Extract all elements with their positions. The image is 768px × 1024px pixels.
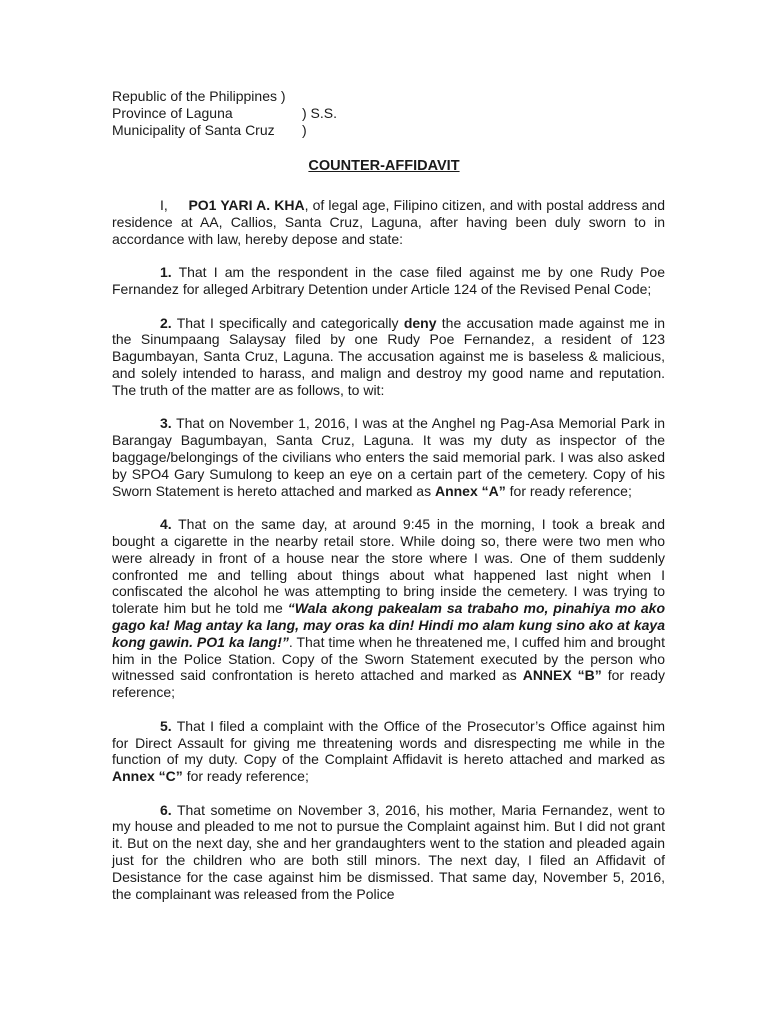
paragraph-3: [112, 415, 665, 499]
paragraph-text: for ready reference;: [509, 482, 632, 499]
paragraph-text: the accusation made against me in the Sinumpaang Salaysay filed by one Rudy Poe Fernandez, a resident of 123 Bagumbayan, Santa Cruz, Laguna. The accusation against me is baseless & malicious, and solely intended to harass, and malign and destroy my good name and reputation. The truth of the matter are as follows, to wit:: [112, 314, 666, 398]
paragraph-1: [112, 264, 665, 298]
quoted-threat: “Wala akong pakealam sa trabaho mo, pinahiya mo ako gago ka! Mag antay ka lang, may oras ka din! Hindi mo alam kung sino ako at kaya kong gawin. PO1 ka lang!”: [112, 600, 666, 650]
paragraph-2: [112, 315, 665, 399]
paragraph-text: That I specifically and categorically: [176, 314, 399, 331]
intro-i: I,: [160, 197, 168, 213]
affiant-name: PO1 YARI A. KHA: [188, 197, 305, 213]
paragraph-5: [112, 718, 665, 785]
paragraph-text: That I am the respondent in the case filed against me by one Rudy Poe Fernandez for alleged Arbitrary Detention under Article 124 of the Revised Penal Code;: [112, 264, 665, 297]
caption-province: Province of Laguna: [112, 105, 233, 121]
paragraph-text: for ready reference;: [186, 768, 309, 785]
intro-text: , of legal age, Filipino citizen, and with postal address and residence at AA, Callios, Santa Cruz, Laguna, after having been duly sworn to in accordance with law, hereby depose and state:: [112, 197, 666, 247]
caption-paren: ): [302, 122, 307, 138]
paragraph-text: That on the same day, at around 9:45 in the morning, I took a break and bought a cigarette in the nearby retail store. While doing so, there were two men who were already in front of a house near the store where I was. One of them suddenly confronted me and telling about things about what happened last night when I confiscated the alcohol he was attempting to bring inside the cemetery. I was trying to tolerate him but he told me: [112, 516, 665, 617]
caption-municipality: Municipality of Santa Cruz: [112, 122, 275, 138]
paragraph-text: That I filed a complaint with the Office of the Prosecutor’s Office against him for Direct Assault for giving me threatening words and disrespecting me while in the function of my duty. Copy of the Complaint Affidavit is hereto attached and marked as: [112, 717, 665, 768]
caption-line-municipality: [112, 122, 337, 139]
annex-c-label: Annex “C”: [112, 768, 183, 785]
paragraph-text: That on November 1, 2016, I was at the Anghel ng Pag-Asa Memorial Park in Barangay Bagumbayan, Santa Cruz, Laguna. It was my duty as inspector of the baggage/belongings of the civilians who enters the said memorial park. I was also asked by SPO4 Gary Sumulong to keep an eye on a certain part of the cemetery. Copy of his Sworn Statement is hereto attached and marked as: [112, 415, 666, 499]
paragraph-number: 6.: [160, 801, 172, 818]
paragraph-text: . That time when he threatened me, I cuffed him and brought him in the Police Station. Copy of the Sworn Statement executed by the person who witnessed said confrontation is hereto attached and marked as: [112, 633, 665, 684]
annex-a-label: Annex “A”: [434, 482, 506, 499]
paragraph-number: 3.: [160, 415, 172, 432]
paragraph-text: That sometime on November 3, 2016, his mother, Maria Fernandez, went to my house and pleaded to me not to pursue the Complaint against him. But I did not grant it. But on the next day, she and her grandaughters went to the station and pleaded again just for the children who are both still minors. The next day, I filed an Affidavit of Desistance for the case against him be dismissed. That same day, November 5, 2016, the complainant was released from the Police: [112, 801, 665, 902]
paragraph-4: [112, 516, 665, 701]
caption-republic: Republic of the Philippines ): [112, 88, 286, 104]
paragraph-text: for ready reference;: [112, 667, 666, 701]
paragraph-number: 5.: [160, 717, 172, 734]
document-body: [112, 197, 665, 919]
caption-line-republic: [112, 88, 337, 105]
caption-line-province: [112, 105, 337, 122]
paragraph-number: 1.: [160, 264, 172, 281]
intro-paragraph: [112, 197, 665, 247]
document-title: COUNTER-AFFIDAVIT: [308, 158, 460, 174]
paragraph-6: [112, 802, 665, 903]
paragraph-number: 2.: [160, 314, 172, 331]
annex-b-label: ANNEX “B”: [522, 667, 602, 684]
venue-caption: [112, 88, 337, 139]
deny-emphasis: deny: [403, 314, 437, 331]
paragraph-number: 4.: [160, 516, 172, 533]
caption-ss: ) S.S.: [302, 105, 338, 121]
